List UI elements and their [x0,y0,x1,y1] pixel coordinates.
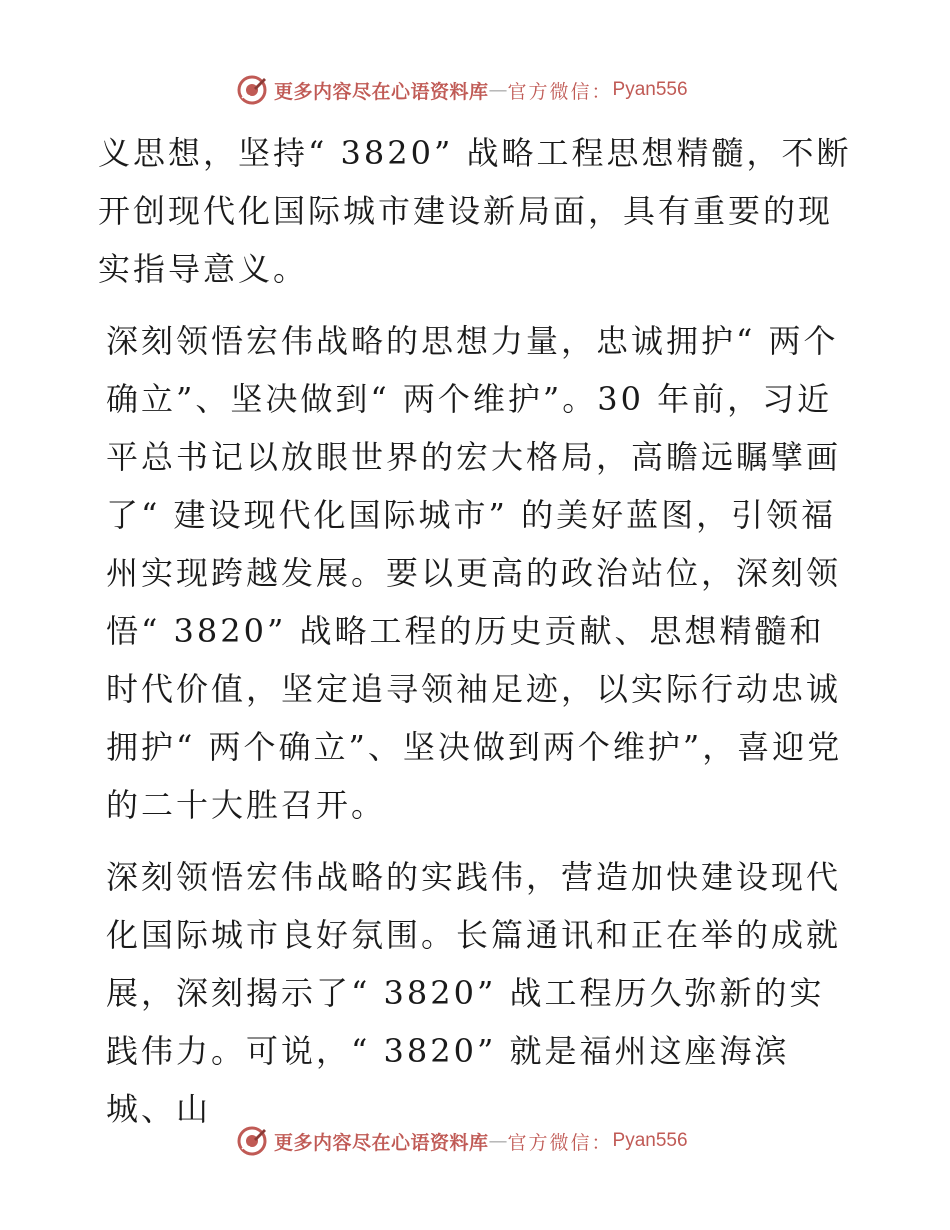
paragraph-3: 深刻领悟宏伟战略的实践伟，营造加快建设现代化国际城市良好氛围。长篇通讯和正在举的成就展，深刻揭示了“ 3820” 战工程历久弥新的实践伟力。可说，“ 3820” 就是福州这座海滨城、山 [106,858,842,1128]
watermark-official-label: 官方微信： [507,1131,613,1154]
footer-watermark [236,1124,688,1158]
watermark-separator: — [488,1130,508,1152]
pen-nib-circle-icon [236,1125,268,1157]
watermark-separator: — [488,79,508,101]
watermark-handle: Pyan556 [612,1130,688,1151]
header-watermark [236,73,688,107]
watermark-brand: 更多内容尽在心语资料库 [274,80,489,103]
document-body [98,124,858,1138]
paragraph-1: 义思想，坚持“ 3820” 战略工程思想精髓，不断开创现代化国际城市建设新局面，具有重要的现实指导意义。 [98,134,852,288]
watermark-brand: 更多内容尽在心语资料库 [274,1131,489,1154]
watermark-official-label: 官方微信： [507,80,613,103]
paragraph-2: 深刻领悟宏伟战略的思想力量，忠诚拥护“ 两个确立”、坚决做到“ 两个维护”。30 年前，习近平总书记以放眼世界的宏大格局，高瞻远瞩擘画了“ 建设现代化国际城市” 的美好蓝图，引领福州实现跨越发展。要以更高的政治站位，深刻领悟“ 3820” 战略工程的历史贡献、思想精髓和时代价值，坚定追寻领袖足迹，以实际行动忠诚拥护“ 两个确立”、坚决做到两个维护”，喜迎党的二十大胜召开。 [106,322,843,824]
watermark-handle: Pyan556 [612,79,688,100]
pen-nib-circle-icon [236,74,268,106]
